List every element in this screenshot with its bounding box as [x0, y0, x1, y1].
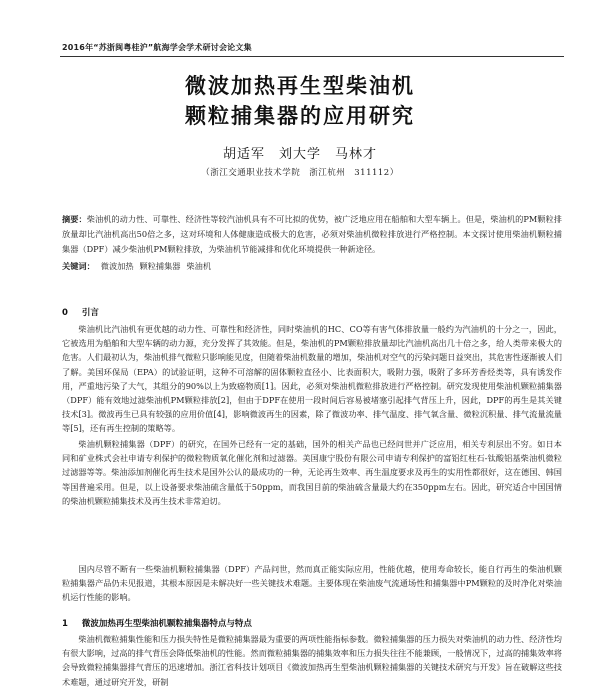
keyword-item: 微波加热 — [100, 261, 134, 271]
running-head: 2016年“苏浙闽粤桂沪”航海学会学术研讨会论文集 — [62, 43, 252, 52]
body-paragraph: 柴油机微粒捕集性能和压力损失特性是微粒捕集器最为重要的两项性能指标参数。微粒捕集器的压力损失对柴油机的动力性、经济性均有很大影响，过高的排气背压会降低柴油机的性能。然而微粒捕集器的捕集效率和压力损失往往不能兼顾，一般情况下，过高的捕集效率将会导致微粒捕集器排气背压的迅速增加。浙江省科技计划项目《微波加热再生型柴油机颗粒捕集器的关键技术研究与开发》旨在破解这些技术难题，通过研究开发，研制 — [62, 634, 562, 687]
abstract-text: 柴油机的动力性、可靠性、经济性等较汽油机具有不可比拟的优势，被广泛地应用在船舶和大型车辆上。但是，柴油机的PM颗粒排放量却比汽油机高出50倍之多，这对环境和人体健康造成极大的危害，必须对柴油机微粒排放进行严格控制。本文探讨使用柴油机颗粒捕集器（DPF）减少柴油机PM颗粒排放，为柴油机节能减排和优化环境提供一种新途径。 — [62, 214, 562, 254]
section-title: 微波加热再生型柴油机颗粒捕集器特点与特点 — [81, 619, 252, 629]
body-paragraph: 国内尽管不断有一些柴油机颗粒捕集器（DPF）产品问世，然而真正能实际应用，性能优越，使用寿命较长，能自行再生的柴油机颗粒捕集器产品仍未见报道，其根本原因是未解决好一些关键技术难题。主要体现在柴油废气流通场性和捕集器中PM颗粒的及时净化对柴油机运行性能的影响。 — [62, 564, 562, 603]
author-affiliation: （浙江交通职业技术学院 浙江杭州 311112） — [201, 168, 399, 178]
keyword-item: 颗粒捕集器 — [139, 261, 181, 271]
keywords — [62, 260, 562, 273]
header-divider — [60, 56, 564, 57]
body-paragraph: 柴油机颗粒捕集器（DPF）的研究，在国外已经有一定的基础，国外的相关产品也已经问世并广泛应用，相关专利层出不穷。如日本同和矿业株式会社申请专利保护的微粒物质氧化催化剂和过滤器。美国康宁股份有限公司申请专利保护的富铝红柱石-钛酸铝基柴油机微粒过滤器等等。柴油添加剂催化再生技术是国外公认的最成功的一种，无论再生效率、再生温度要求及再生的实用性都很好，这在德国、韩国等国普遍采用。但是，以上设备要求柴油硫含量低于50ppm，而我国目前的柴油硫含量最大约在350ppm左右。因此，研究适合中国国情的柴油机颗粒捕集技术及再生技术非常迫切。 — [62, 439, 562, 506]
section-title: 引言 — [81, 308, 99, 318]
section-number: 1 — [62, 619, 68, 629]
abstract-label: 摘要： — [62, 214, 87, 224]
paper-title-line-1: 微波加热再生型柴油机 — [185, 74, 415, 98]
section-heading-introduction — [62, 306, 562, 318]
section-heading-1 — [62, 617, 562, 629]
keyword-item: 柴油机 — [186, 261, 212, 271]
body-paragraph: 柴油机比汽油机有更优越的动力性、可靠性和经济性，同时柴油机的HC、CO等有害气体排放量一般约为汽油机的十分之一，因此，它被选用为船舶和大型车辆的动力源，充分发挥了其效能。但是，柴油机的PM颗粒排放量却比汽油机高出几十倍之多，给人类带来极大的危害。人们最初认为，柴油机排气微粒只影响能见度，但随着柴油机数量的增加，柴油机对空气的污染问题日益突出，其危害性逐渐被人们了解。美国环保局（EPA）的试验证明，这种不可溶解的固体颗粒直径小、比表面积大，吸附力强，吸附了多环芳香烃类等，具有诱发作用，严重地污染了大气，其组分的90%以上为致癌物质[1]。因此，必须对柴油机微粒排放进行严格控制。研究发现使用柴油机颗粒捕集器（DPF）能有效地过滤柴油机PM颗粒排放[2]，但由于DPF在使用一段时间后容易被堵塞引起排气背压上升，因此，DPF的再生是其关键技术[3]。微波再生已具有较强的应用价值[4]，影响微波再生的因素，除了微波功率、排气温度、排气氧含量、微粒沉积量、排气流量流量等[5]，还有再生控制的策略等。 — [62, 324, 562, 434]
paper-title-line-2: 颗粒捕集器的应用研究 — [185, 104, 415, 128]
author-list: 胡适军 刘大学 马林才 — [222, 147, 377, 162]
abstract — [62, 212, 562, 257]
keywords-label: 关键词： — [62, 261, 95, 271]
section-number: 0 — [62, 308, 68, 318]
